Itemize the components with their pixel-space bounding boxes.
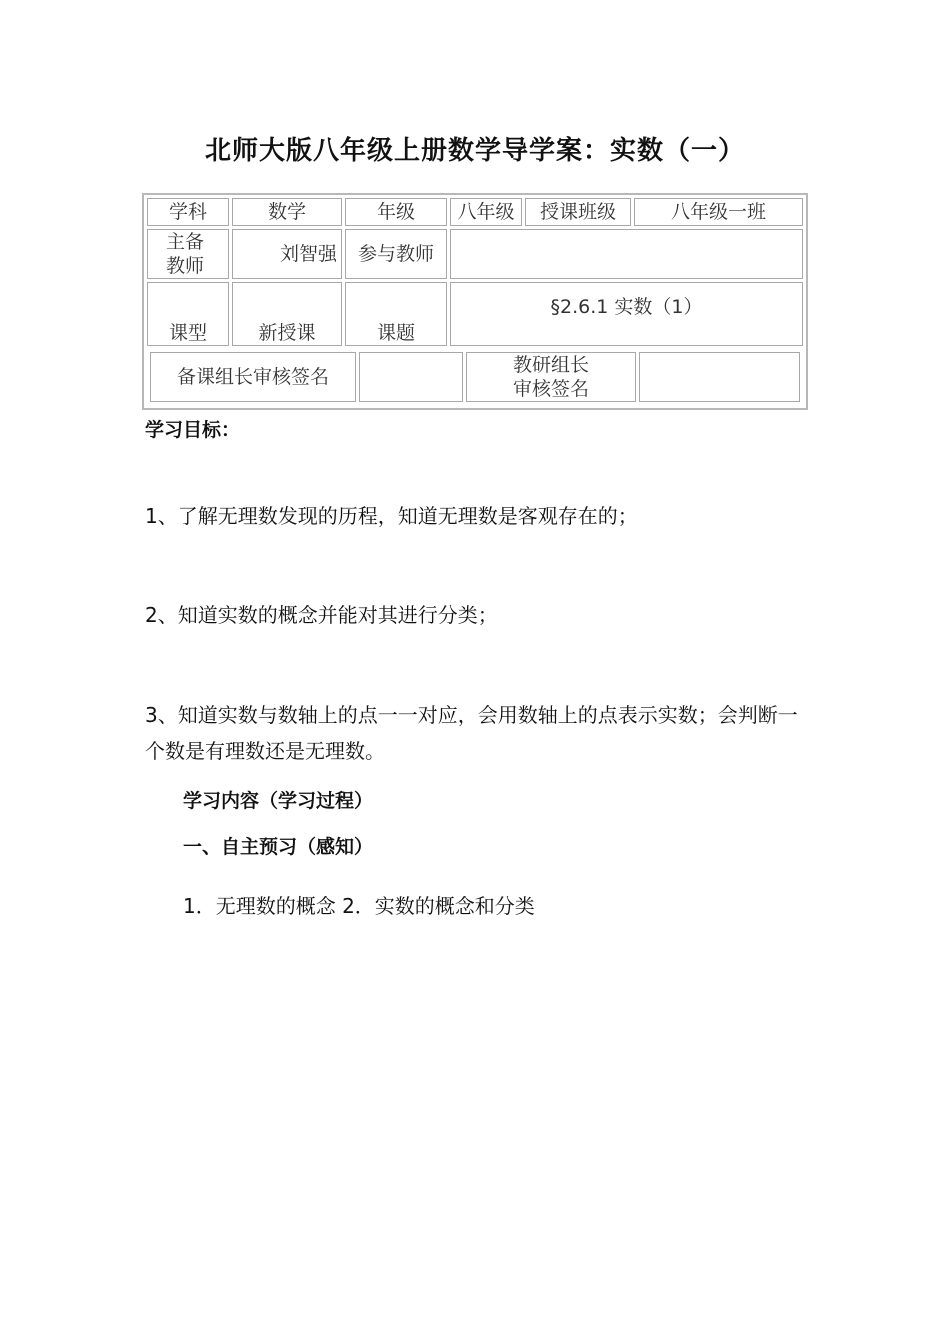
table-row (147, 198, 803, 226)
topic-value: §2.6.1 实数（1） (450, 282, 803, 346)
class-value: 八年级一班 (634, 198, 803, 226)
participants-value (450, 229, 803, 279)
group-leader-label: 备课组长审核签名 (150, 352, 356, 402)
participants-label: 参与教师 (345, 229, 447, 279)
grade-value: 八年级 (450, 198, 522, 226)
objective-item-2: 2、知道实数的概念并能对其进行分类； (145, 603, 498, 627)
topic-label: 课题 (345, 282, 447, 346)
content-heading: 学习内容（学习过程） (183, 790, 374, 812)
lesson-info-table (142, 193, 808, 410)
subject-value: 数学 (232, 198, 342, 226)
lead-teacher-label (147, 229, 229, 279)
objective-item-1: 1、了解无理数发现的历程，知道无理数是客观存在的； (145, 504, 638, 528)
lead-teacher-label-line2: 教师 (166, 255, 205, 277)
signature-row (147, 349, 803, 405)
section-self-study: 一、自主预习（感知） (183, 836, 374, 858)
subject-label: 学科 (147, 198, 229, 226)
lead-teacher-label-line1: 主备 (166, 231, 205, 253)
lesson-type-value: 新授课 (232, 282, 342, 346)
research-leader-label (466, 352, 636, 402)
table-row (147, 282, 803, 346)
table-row (147, 349, 803, 405)
research-leader-signature (639, 352, 800, 402)
group-leader-signature (359, 352, 463, 402)
objective-item-3: 3、知道实数与数轴上的点一一对应，会用数轴上的点表示实数；会判断一个数是有理数还是无理数。 (145, 703, 798, 763)
research-leader-label-line1: 教研组长 (512, 354, 589, 376)
objectives-heading: 学习目标： (145, 419, 241, 441)
grade-label: 年级 (345, 198, 447, 226)
research-leader-label-line2: 审核签名 (512, 378, 589, 400)
table-row (147, 229, 803, 279)
class-label: 授课班级 (525, 198, 631, 226)
lesson-type-label: 课型 (147, 282, 229, 346)
concept-list-line: 1．无理数的概念 2．实数的概念和分类 (183, 894, 535, 918)
lead-teacher-value: 刘智强 (232, 229, 342, 279)
page-title: 北师大版八年级上册数学导学案：实数（一） (204, 136, 745, 166)
